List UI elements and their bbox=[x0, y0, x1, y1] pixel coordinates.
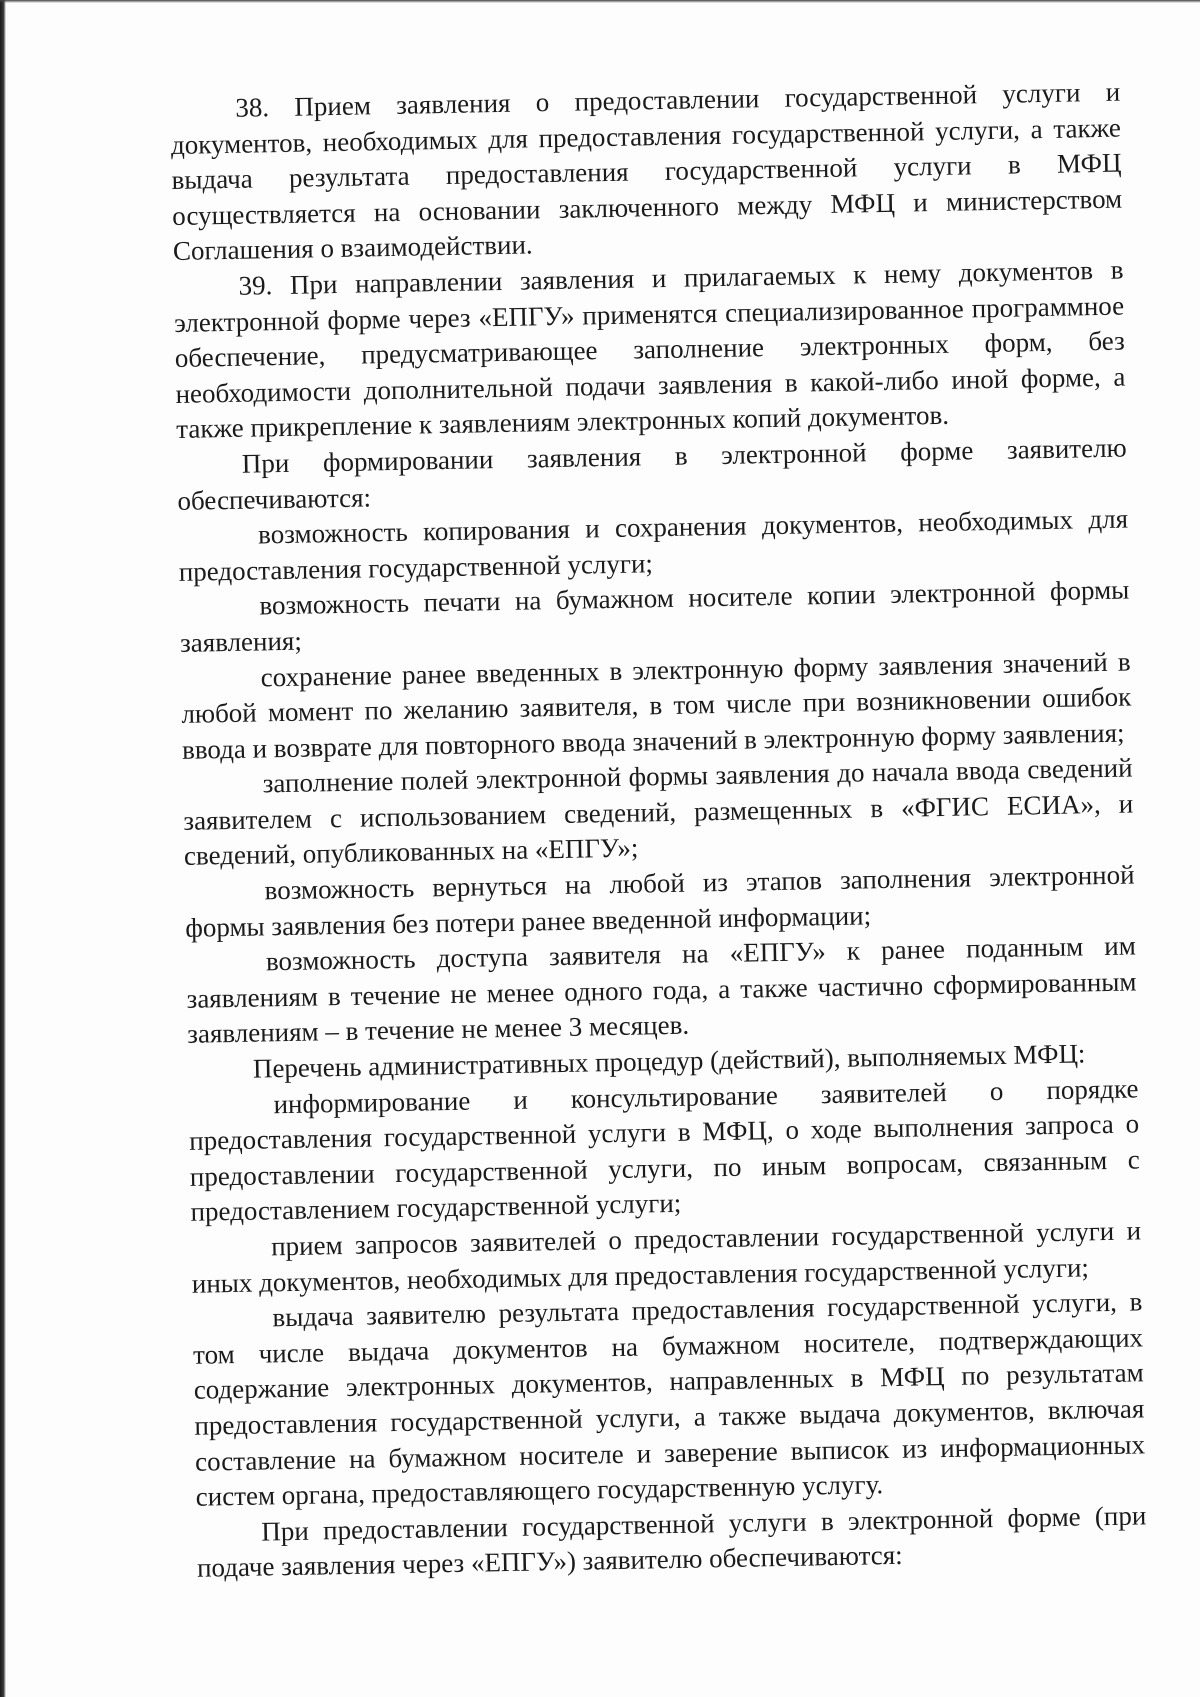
list-item-print: возможность печати на бумажном носителе копии электронной формы заявления; bbox=[179, 574, 1130, 658]
paragraph-electronic-form-intro: При формировании заявления в электронной форме заявителю обеспечиваются: bbox=[177, 432, 1127, 516]
list-item-save-values: сохранение ранее введенных в электронную форму заявления значений в любой момент по желанию заявителя, в том числе при возникновении ошибок ввода и возврате для повторного ввода значений в электронную форму заявления; bbox=[181, 645, 1132, 765]
list-item-copy-save: возможность копирования и сохранения документов, необходимых для предоставления государственной услуги; bbox=[178, 503, 1129, 587]
list-item-issuance: выдача заявителю результата предоставления государственной услуги, в том числе выдача документов на бумажном носителе, подтверждающих содержание электронных документов, направленных в МФЦ по результатам предоставления государственной услуги, а также выдача документов, включая составление на бумажном носителе и заверение выписок из информационных систем органа, предоставляющего государственную услугу. bbox=[192, 1286, 1146, 1512]
paragraph-38: 38. Прием заявления о предоставлении государственной услуги и документов, необходимых для предоставления государственной услуги, а также выдача результата предоставления государственной услуги в МФЦ осуществляется на основании заключенного между МФЦ и министерством Соглашения о взаимодействии. bbox=[170, 76, 1123, 267]
list-item-reception: прием запросов заявителей о предоставлении государственной услуги и иных документов, необходимых для предоставления государственной услуги; bbox=[191, 1215, 1142, 1299]
list-item-return-step: возможность вернуться на любой из этапов заполнения электронной формы заявления без потери ранее введенной информации; bbox=[185, 859, 1135, 943]
paragraph-39: 39. При направлении заявления и прилагаемых к нему документов в электронной форме через «ЕПГУ» применятся специализированное программное обеспечение, предусматривающее заполнение электронных форм, без необходимости дополнительной подачи заявления в какой-либо иной форме, а также прикрепление к заявлениям электронных копий документов. bbox=[173, 254, 1126, 445]
paragraph-mfc-procedures: Перечень административных процедур (действий), выполняемых МФЦ: bbox=[252, 1038, 1086, 1084]
paragraph-electronic-service: При предоставлении государственной услуги в электронной форме (при подаче заявления через «ЕПГУ») заявителю обеспечиваются: bbox=[196, 1500, 1147, 1584]
list-item-prefill: заполнение полей электронной формы заявления до начала ввода сведений заявителем с использованием сведений, размещенных в «ФГИС ЕСИА», и сведений, опубликованных на «ЕПГУ»; bbox=[183, 752, 1134, 872]
scan-left-edge bbox=[0, 0, 6, 1697]
document-body bbox=[170, 75, 1147, 1587]
list-item-informing: информирование и консультирование заявителей о порядке предоставления государственной услуги в МФЦ, о ходе выполнения запроса о предоставлении государственной услуги, по иным вопросам, связанным с предоставлением государственной услуги; bbox=[188, 1073, 1140, 1228]
list-item-access: возможность доступа заявителя на «ЕПГУ» к ранее поданным им заявлениям в течение не менее одного года, а также частично сформированным заявлениям – в течение не менее 3 месяцев. bbox=[186, 930, 1137, 1050]
scan-top-edge bbox=[0, 0, 1200, 3]
